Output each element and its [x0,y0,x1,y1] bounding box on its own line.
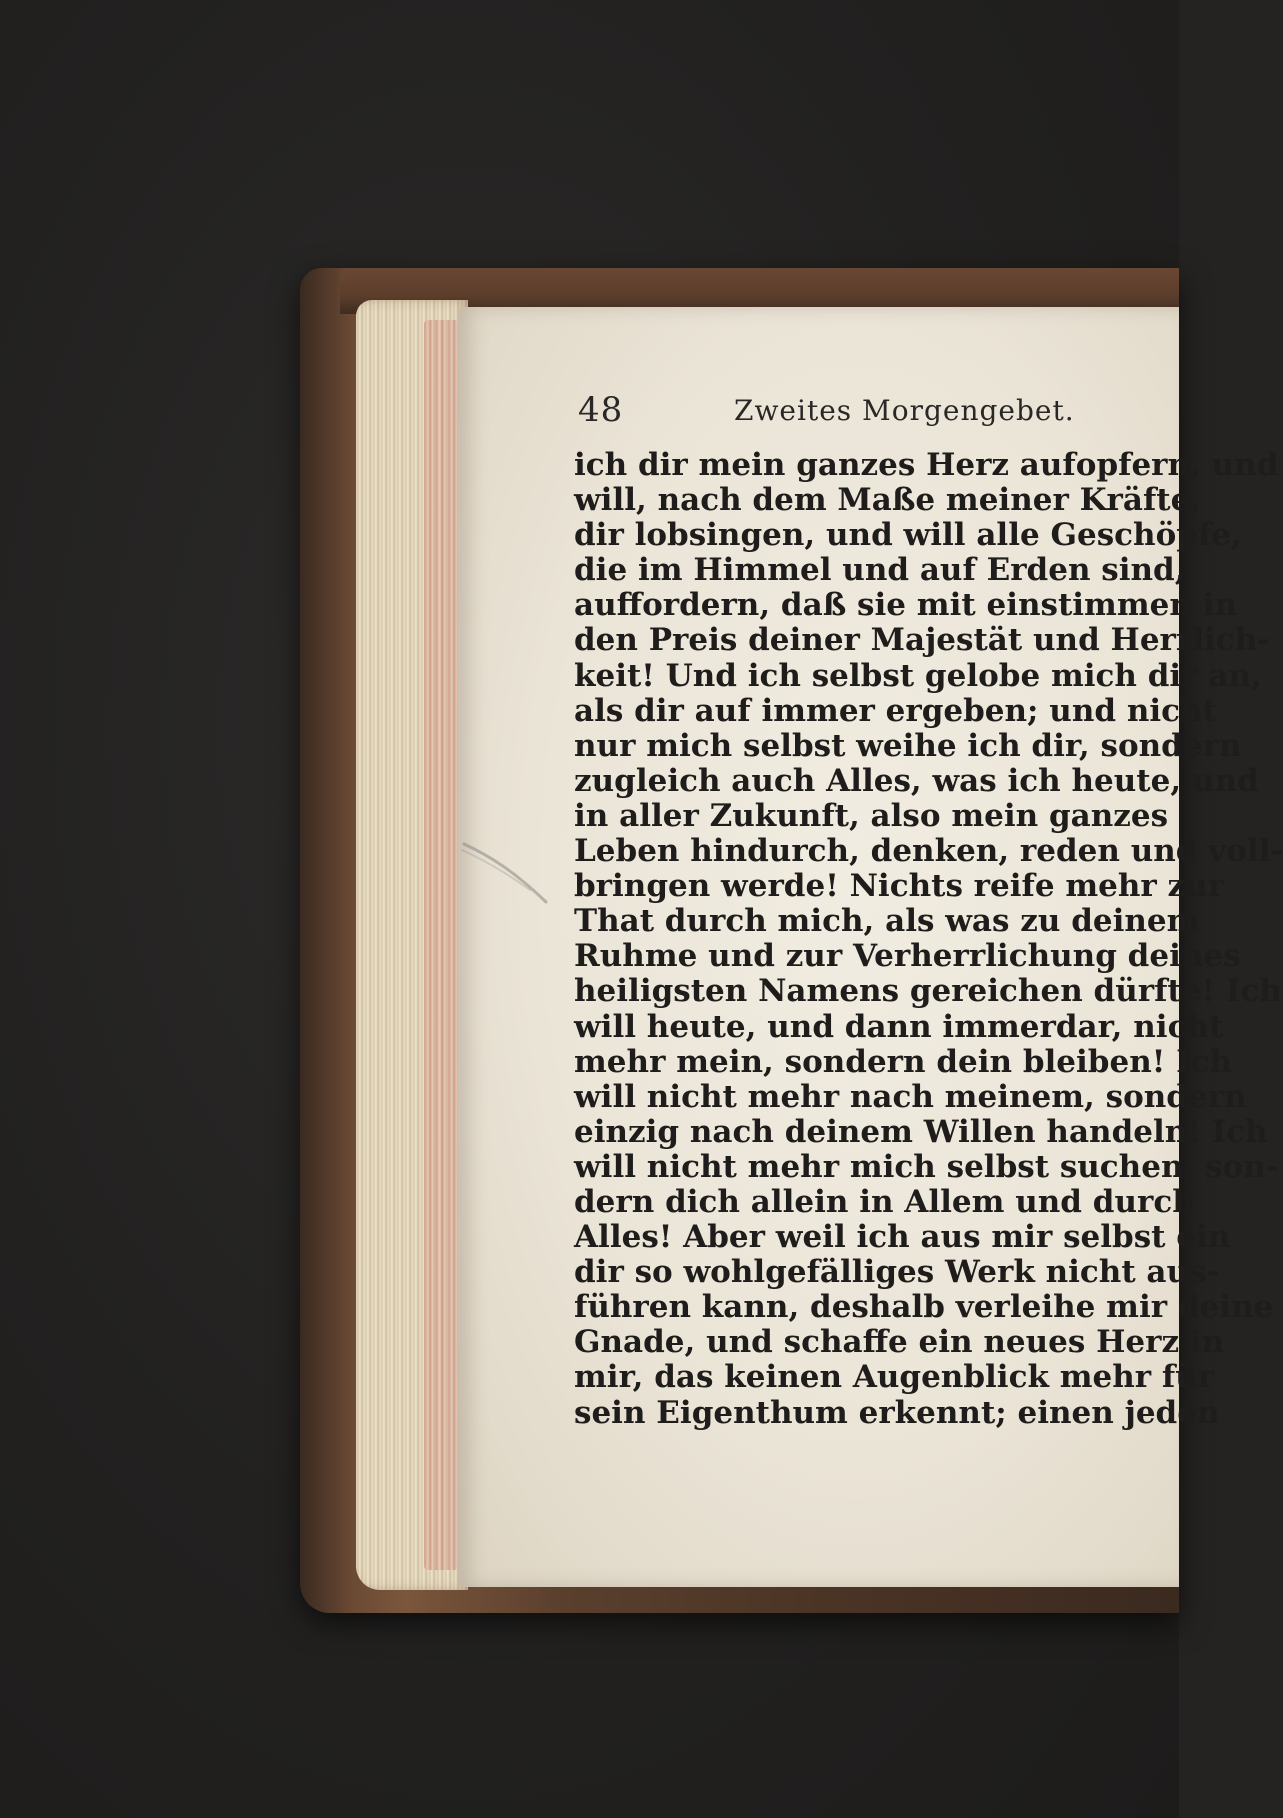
running-head [578,390,1108,434]
text-line: einzig nach deinem Willen handeln! Ich [574,1113,1268,1150]
text-line: will nicht mehr mich selbst suchen, son- [574,1148,1279,1185]
text-line: That durch mich, als was zu deinem [574,903,1200,940]
text-line: mehr mein, sondern dein bleiben! Ich [574,1043,1233,1080]
text-line: Leben hindurch, denken, reden und voll- [574,833,1283,870]
page-header-title: Zweites Morgengebet. [734,394,1075,427]
text-line: ich dir mein ganzes Herz aufopfern, und [574,447,1279,483]
text-line: keit! Und ich selbst gelobe mich dir an, [574,657,1262,694]
page-number: 48 [578,390,624,430]
text-line: will, nach dem Maße meiner Kräfte, [574,482,1202,519]
page-edges [356,300,468,1590]
text-line: dern dich allein in Allem und durch [574,1183,1195,1220]
text-line: führen kann, deshalb verleihe mir deine [574,1289,1274,1326]
text-line: bringen werde! Nichts reife mehr zur [574,868,1225,905]
text-line: Alles! Aber weil ich aus mir selbst ein [574,1219,1231,1256]
text-line: auffordern, daß sie mit einstimmen in [574,587,1238,624]
body-text [574,447,1283,1431]
text-line: dir lobsingen, und will alle Geschöpfe, [574,517,1242,554]
text-line: zugleich auch Alles, was ich heute, und [574,762,1259,799]
pencil-mark-icon [460,838,552,908]
text-line: als dir auf immer ergeben; und nicht [574,692,1217,729]
text-line: die im Himmel und auf Erden sind, [574,552,1186,589]
text-line: nur mich selbst weihe ich dir, sondern [574,727,1242,764]
text-line: mir, das keinen Augenblick mehr für [574,1359,1215,1396]
text-line: Ruhme und zur Verherrlichung deines [574,938,1241,975]
text-line: heiligsten Namens gereichen dürfte! Ich [574,973,1282,1010]
text-line: sein Eigenthum erkennt; einen jeden [574,1394,1220,1431]
text-line: Gnade, und schaffe ein neues Herz in [574,1324,1225,1361]
text-line: will heute, und dann immerdar, nicht [574,1008,1224,1045]
text-line: den Preis deiner Majestät und Herrlich- [574,622,1271,659]
text-line: will nicht mehr nach meinem, sondern [574,1078,1247,1115]
text-line: in aller Zukunft, also mein ganzes [574,797,1169,834]
text-line: dir so wohlgefälliges Werk nicht aus- [574,1254,1220,1291]
